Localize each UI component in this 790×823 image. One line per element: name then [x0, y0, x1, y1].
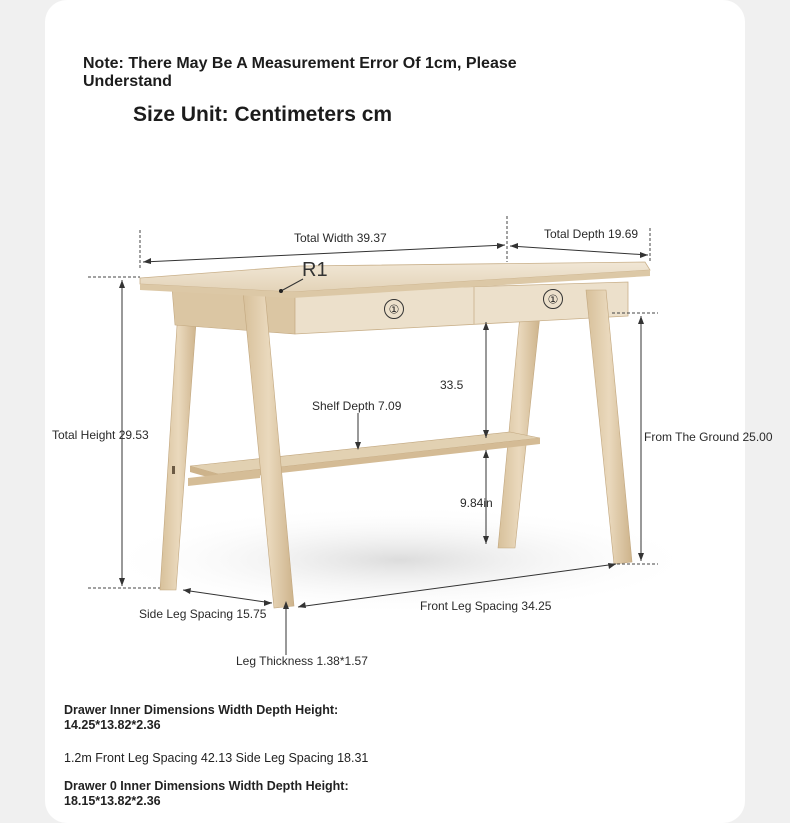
total-depth-label: Total Depth 19.69	[544, 227, 639, 241]
size-unit-title: Size Unit: Centimeters cm	[133, 103, 393, 126]
total-width-label: Total Width 39.37	[294, 231, 387, 245]
radius-point	[279, 289, 283, 293]
ground-arrow-top	[638, 316, 644, 324]
drawer0-value: 18.15*13.82*2.36	[64, 794, 161, 808]
measurement-note: Note: There May Be A Measurement Error Of 1cm, Please Understand	[83, 55, 517, 90]
shelf-depth-label: Shelf Depth 7.09	[312, 399, 402, 413]
width-arrow-left	[143, 258, 151, 264]
drawer-to-shelf-label: 33.5	[440, 378, 464, 392]
drawer0-title: Drawer 0 Inner Dimensions Width Depth Height:	[64, 779, 349, 793]
height-arrow-bottom	[119, 578, 125, 586]
shelf-gap-label: 9.84in	[460, 496, 493, 510]
drawer-inner-value: 14.25*13.82*2.36	[64, 718, 161, 732]
drawer-marker-right-label: ①	[547, 292, 559, 307]
height-arrow-top	[119, 280, 125, 288]
leg-thickness-label: Leg Thickness 1.38*1.57	[236, 654, 368, 668]
corner-radius-label: R1	[302, 259, 328, 281]
width-arrow-right	[497, 243, 505, 249]
leg-hole	[172, 466, 175, 474]
side-leg-spacing-label: Side Leg Spacing 15.75	[139, 607, 267, 621]
lower-shelf	[190, 432, 540, 474]
alt-leg-spacing: 1.2m Front Leg Spacing 42.13 Side Leg Spacing 18.31	[64, 751, 369, 765]
drawer-inner-dimensions	[64, 703, 338, 733]
shelf-gap-arrow-top	[483, 450, 489, 458]
total-height-label: Total Height 29.53	[52, 428, 149, 442]
drawer-inner-title: Drawer Inner Dimensions Width Depth Height:	[64, 703, 339, 717]
depth-dimension-line	[510, 246, 648, 255]
front-leg-spacing-label: Front Leg Spacing 34.25	[420, 599, 552, 613]
depth-arrow-left	[510, 243, 518, 249]
from-ground-label: From The Ground 25.00	[644, 430, 773, 444]
drawer-marker-left-label: ①	[388, 302, 400, 317]
drawer0-inner-dimensions	[64, 779, 349, 809]
depth-arrow-right	[640, 252, 648, 258]
